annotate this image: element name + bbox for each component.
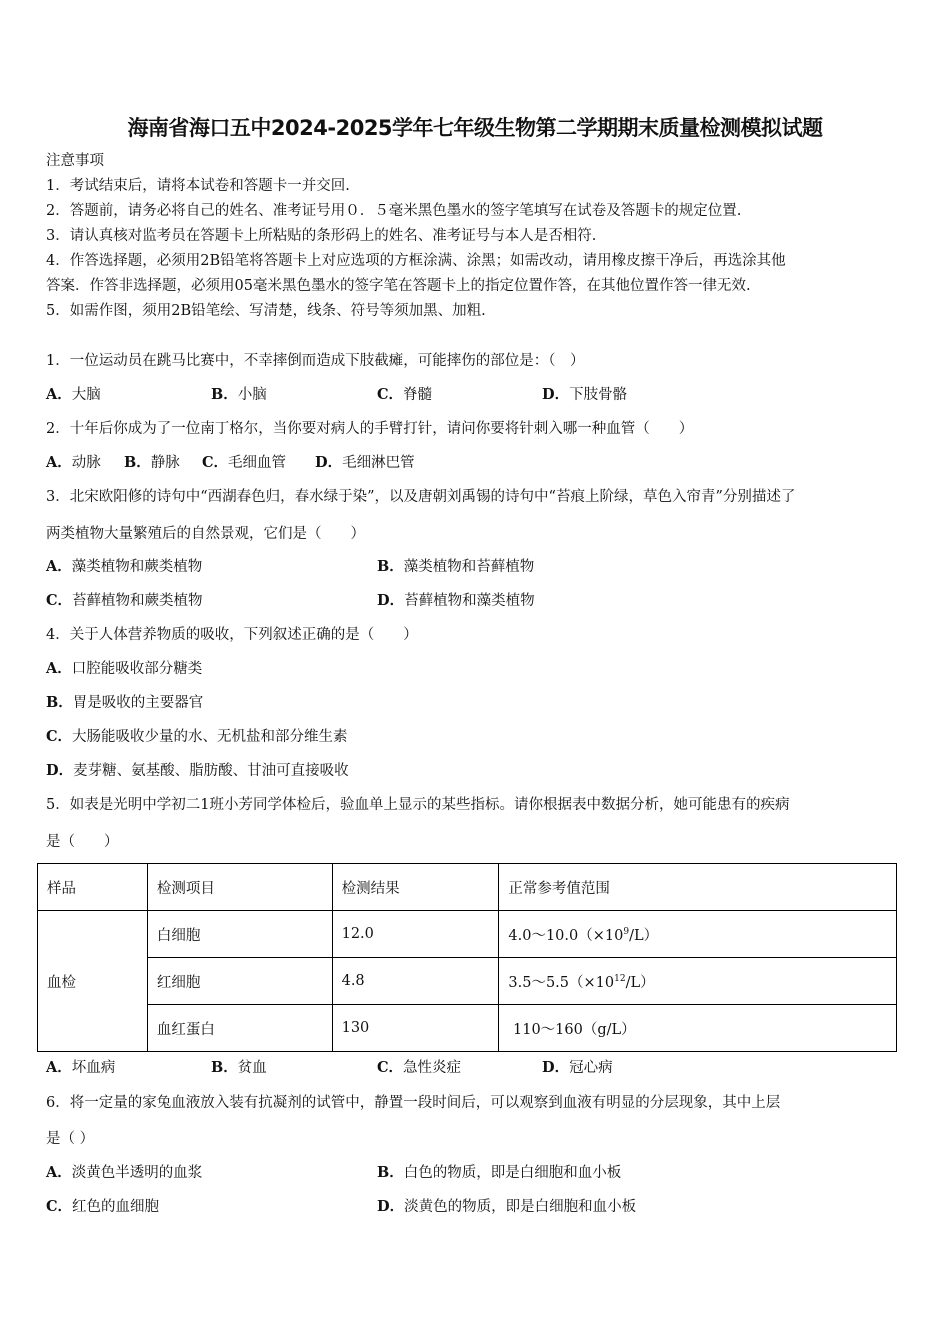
table-cell: 白细胞 [147,911,332,958]
table-cell: 红细胞 [147,958,332,1005]
table-header-cell: 检测项目 [147,864,332,911]
q6-option-c: C．红色的血细胞 [46,1198,160,1215]
table-header-cell: 样品 [38,864,148,911]
q6-option-b: B．白色的物质，即是白细胞和血小板 [377,1164,622,1181]
q1-option-c: C．脊髓 [377,386,433,403]
q4-option-b: B．胃是吸收的主要器官 [46,694,204,711]
table-cell: $4.0\sim 10.0(\times 10^9/L)$ [499,911,897,958]
q3-option-c: C．苔藓植物和蕨类植物 [46,592,203,609]
q3-option-a: A．藻类植物和蕨类植物 [46,558,203,575]
q5-option-d: D．冠心病 [542,1059,613,1076]
notice-heading: 注意事项 [46,153,104,169]
page-title: 海南省海口五中2024-2025学年七年级生物第二学期期末质量检测模拟试题 [127,116,823,140]
notice-item: 3．请认真核对监考员在答题卡上所粘贴的条形码上的姓名、准考证号与本人是否相符. [46,228,597,244]
table-cell: 4.8 [332,958,499,1005]
table-cell: $3.5\sim 5.5(\times 10^{12}/L)$ [499,958,897,1005]
q6-option-d: D．淡黄色的物质，即是白细胞和血小板 [377,1198,637,1215]
table-row [38,958,897,1005]
q5-option-a: A．坏血病 [46,1059,116,1076]
notice-item: 答案．作答非选择题，必须用05毫米黑色墨水的签字笔在答题卡上的指定位置作答，在其他位置作答一律无效. [46,278,751,294]
question-6-stem: 6．将一定量的家兔血液放入装有抗凝剂的试管中，静置一段时间后，可以观察到血液有明显的分层现象，其中上层 [46,1095,781,1111]
q1-option-a: A．大脑 [46,386,101,403]
question-5-stem-cont: 是（ ） [46,834,119,850]
q3-option-d: D．苔藓植物和藻类植物 [377,592,535,609]
table-cell: 130 [332,1005,499,1052]
notice-item: 1．考试结束后，请将本试卷和答题卡一并交回. [46,178,350,194]
q1-option-b: B．小脑 [211,386,267,403]
blood-test-table [37,863,897,1052]
question-3-stem: 3．北宋欧阳修的诗句中“西湖春色归，春水绿于染”，以及唐朝刘禹锡的诗句中“苔痕上阶绿，草色入帘青”分别描述了 [46,489,796,505]
q2-option-a: A．动脉 [46,454,101,471]
table-cell: 血红蛋白 [147,1005,332,1052]
question-1-stem: 1．一位运动员在跳马比赛中，不幸摔倒而造成下肢截瘫，可能摔伤的部位是：（ ） [46,353,585,369]
notice-item: 4．作答选择题，必须用2B铅笔将答题卡上对应选项的方框涂满、涂黑；如需改动，请用橡皮擦干净后，再选涂其他 [46,253,786,269]
question-3-stem-cont: 两类植物大量繁殖后的自然景观，它们是（ ） [46,526,365,542]
q4-option-a: A．口腔能吸收部分糖类 [46,660,203,677]
table-header-cell: 检测结果 [332,864,499,911]
q4-option-c: C．大肠能吸收少量的水、无机盐和部分维生素 [46,728,348,745]
q5-option-b: B．贫血 [211,1059,267,1076]
table-cell: 12.0 [332,911,499,958]
notice-item: 2．答题前，请务必将自己的姓名、准考证号用０．５毫米黑色墨水的签字笔填写在试卷及答题卡的规定位置. [46,203,742,219]
q2-option-c: C．毛细血管 [202,454,287,471]
question-6-stem-cont: 是（ ） [46,1131,95,1147]
q2-option-d: D．毛细淋巴管 [315,454,415,471]
question-2-stem: 2．十年后你成为了一位南丁格尔，当你要对病人的手臂打针，请问你要将针刺入哪一种血管（ ） [46,421,694,437]
q6-option-a: A．淡黄色半透明的血浆 [46,1164,203,1181]
question-4-stem: 4．关于人体营养物质的吸收，下列叙述正确的是（ ） [46,627,418,643]
question-5-stem: 5．如表是光明中学初二1班小芳同学体检后，验血单上显示的某些指标。请你根据表中数据分析，她可能患有的疾病 [46,797,790,813]
table-cell: 110～160（g/L） [499,1005,897,1052]
q1-option-d: D．下肢骨骼 [542,386,628,403]
table-header-cell: 正常参考值范围 [499,864,897,911]
q5-option-c: C．急性炎症 [377,1059,462,1076]
notice-item: 5．如需作图，须用2B铅笔绘、写清楚，线条、符号等须加黑、加粗. [46,303,486,319]
table-header-row [38,864,897,911]
sample-cell: 血检 [38,911,148,1052]
table-row [38,1005,897,1052]
q2-option-b: B．静脉 [124,454,180,471]
q3-option-b: B．藻类植物和苔藓植物 [377,558,535,575]
q4-option-d: D．麦芽糖、氨基酸、脂肪酸、甘油可直接吸收 [46,762,349,779]
table-row [38,911,897,958]
